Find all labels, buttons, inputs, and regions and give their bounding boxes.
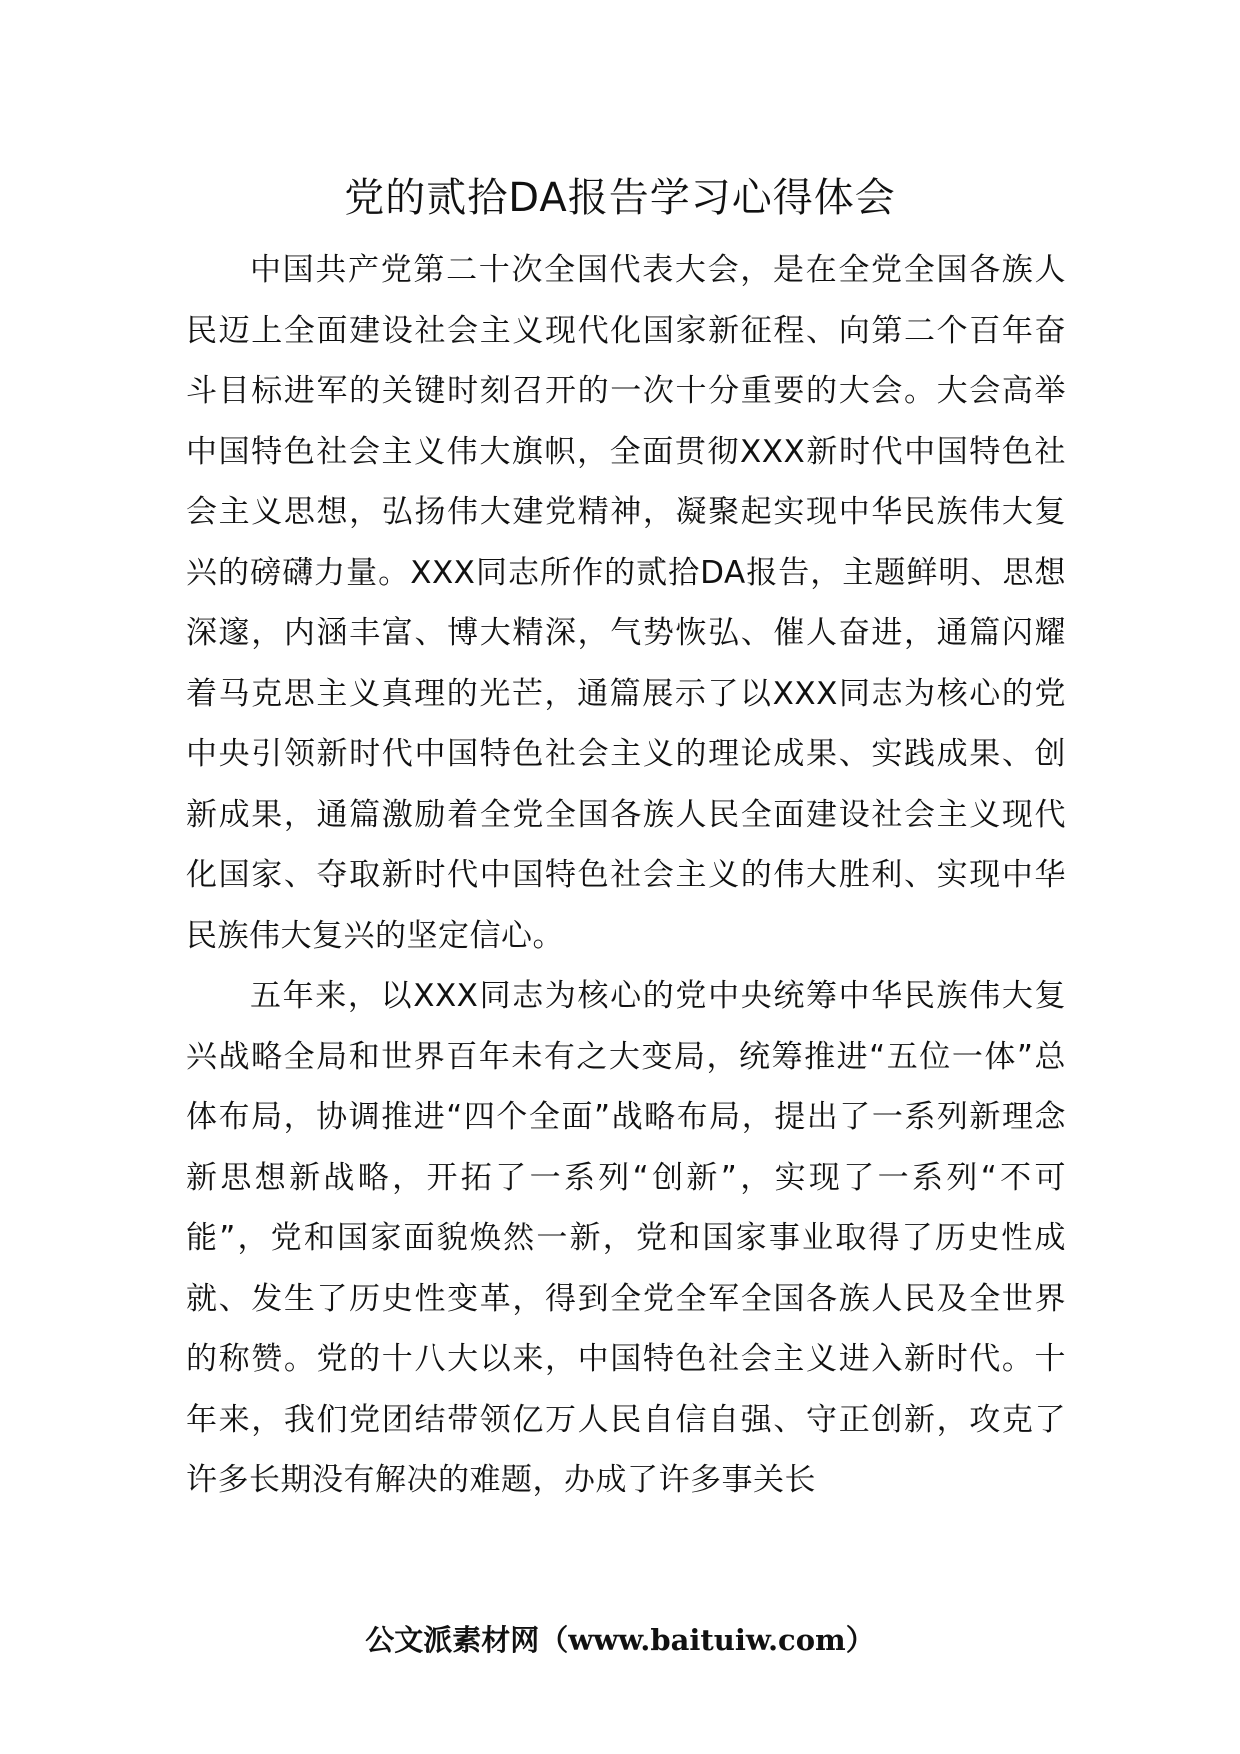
paragraph-2: 五年来，以XXX同志为核心的党中央统筹中华民族伟大复兴战略全局和世界百年未有之大变局，统筹推进“五位一体”总体布局，协调推进“四个全面”战略布局，提出了一系列新理念新思想新战略，开拓了一系列“创新”，实现了一系列“不可能”，党和国家面貌焕然一新，党和国家事业取得了历史性成就、发生了历史性变革，得到全党全军全国各族人民及全世界的称赞。党的十八大以来，中国特色社会主义进入新时代。十年来，我们党团结带领亿万人民自信自强、守正创新，攻克了许多长期没有解决的难题，办成了许多事关长 [186,978,1066,1498]
document-title: 党的贰拾DA报告学习心得体会 [344,175,896,221]
document-body [186,240,1066,1511]
paragraph-1: 中国共产党第二十次全国代表大会，是在全党全国各族人民迈上全面建设社会主义现代化国家新征程、向第二个百年奋斗目标进军的关键时刻召开的一次十分重要的大会。大会高举中国特色社会主义伟大旗帜，全面贯彻XXX新时代中国特色社会主义思想，弘扬伟大建党精神，凝聚起实现中华民族伟大复兴的磅礴力量。XXX同志所作的贰拾DA报告，主题鲜明、思想深邃，内涵丰富、博大精深，气势恢弘、催人奋进，通篇闪耀着马克思主义真理的光芒，通篇展示了以XXX同志为核心的党中央引领新时代中国特色社会主义的理论成果、实践成果、创新成果，通篇激励着全党全国各族人民全面建设社会主义现代化国家、夺取新时代中国特色社会主义的伟大胜利、实现中华民族伟大复兴的坚定信心。 [186,252,1066,954]
watermark-footer: 公文派素材网（www.baituiw.com） [365,1623,875,1657]
